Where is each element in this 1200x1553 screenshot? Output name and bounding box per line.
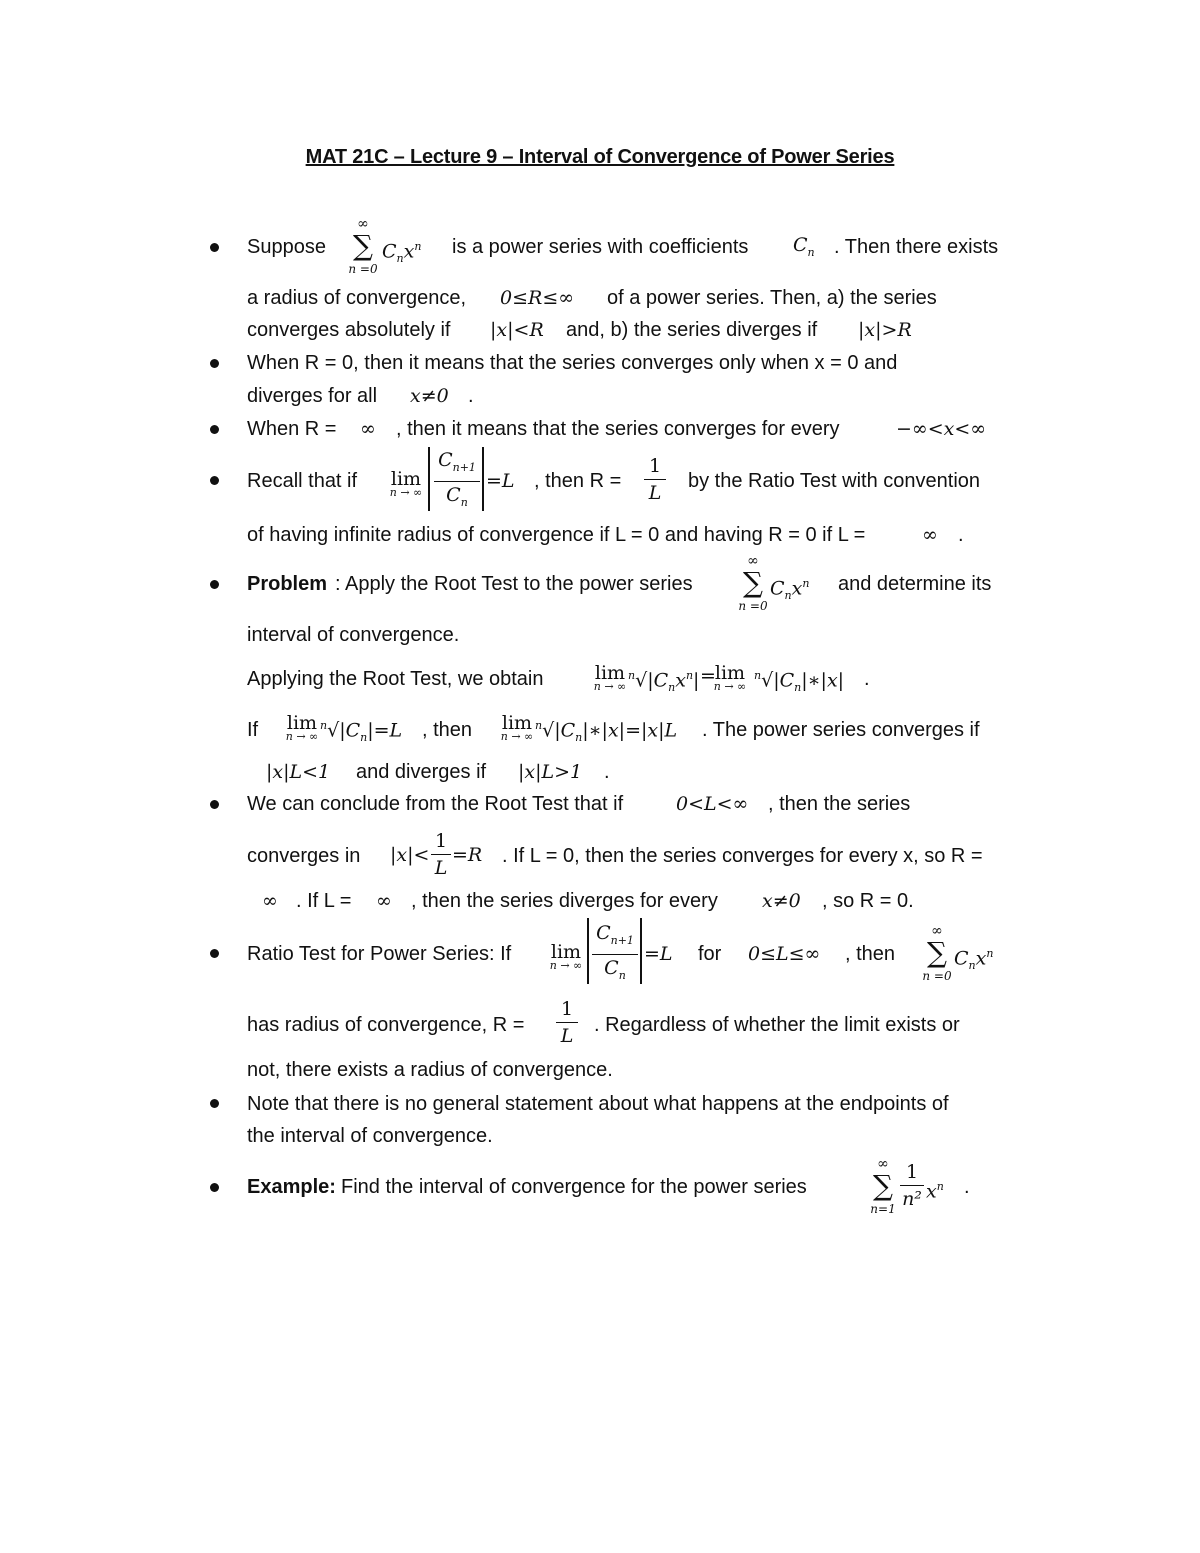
text: Recall that if bbox=[247, 470, 358, 492]
text: , then bbox=[845, 943, 896, 965]
limit bbox=[386, 468, 426, 499]
lim-word: lim bbox=[390, 468, 422, 490]
numerator: 1 bbox=[431, 828, 451, 855]
math-expr: 0≤L≤∞ bbox=[748, 943, 821, 965]
math-expr: $C_nx^n$ bbox=[954, 947, 994, 973]
sum-upper: ∞ bbox=[357, 216, 369, 232]
text: Example: bbox=[247, 1176, 336, 1198]
denominator: L bbox=[434, 857, 448, 879]
sigma-icon: ∑ bbox=[743, 566, 763, 599]
math-expr: ∞ bbox=[262, 890, 278, 912]
abs-bar bbox=[428, 447, 430, 511]
math-expr: $^n√|C_n|∗|x|$ bbox=[754, 669, 845, 695]
sigma-icon: ∑ bbox=[353, 229, 373, 262]
numerator: $C_{n+1}$ bbox=[434, 447, 480, 482]
math-expr: $^n√|C_n|∗|x|=|x|L$ bbox=[535, 719, 678, 745]
math-expr: $C_nx^n$ bbox=[770, 577, 810, 603]
text: of a power series. Then, a) the series bbox=[607, 287, 937, 309]
numerator: 1 bbox=[556, 996, 578, 1023]
bullet bbox=[210, 243, 219, 252]
fraction bbox=[592, 920, 638, 989]
math-expr: $C_n$ bbox=[793, 234, 815, 259]
math-expr: 0≤R≤∞ bbox=[500, 287, 575, 309]
lim-sub: n → ∞ bbox=[389, 486, 423, 499]
numerator: $C_{n+1}$ bbox=[592, 920, 638, 955]
math-expr: |x|L>1 bbox=[518, 761, 583, 783]
text: converges absolutely if bbox=[247, 319, 451, 341]
lim-word: lim bbox=[550, 941, 582, 963]
fraction bbox=[900, 1159, 924, 1212]
math-expr: |x|< bbox=[390, 844, 430, 866]
fraction bbox=[644, 453, 666, 506]
text: . The power series converges if bbox=[702, 719, 980, 741]
math-expr: |x|>R bbox=[858, 319, 912, 341]
limit bbox=[590, 662, 630, 693]
numerator: 1 bbox=[900, 1159, 924, 1186]
summation bbox=[346, 216, 380, 276]
text: , then bbox=[422, 719, 473, 741]
sum-upper: ∞ bbox=[931, 923, 943, 939]
text: is a power series with coefficients bbox=[452, 236, 749, 258]
text: . If L = bbox=[296, 890, 352, 912]
abs-bar bbox=[640, 918, 642, 984]
sum-lower: n =0 bbox=[348, 262, 378, 276]
text: Problem bbox=[247, 573, 328, 595]
text: and, b) the series diverges if bbox=[566, 319, 818, 341]
lim-word: lim bbox=[286, 712, 318, 734]
lim-sub: n → ∞ bbox=[285, 730, 319, 743]
bullet bbox=[210, 580, 219, 589]
text: : Apply the Root Test to the power series bbox=[335, 573, 693, 595]
math-expr: x≠0 bbox=[410, 385, 449, 407]
math-expr: = bbox=[700, 665, 716, 687]
text: by the Ratio Test with convention bbox=[688, 470, 981, 492]
sum-lower: n=1 bbox=[870, 1202, 896, 1216]
abs-bar bbox=[482, 447, 484, 511]
text: Find the interval of convergence for the power series bbox=[341, 1176, 807, 1198]
summation bbox=[736, 553, 770, 613]
text: Suppose bbox=[247, 236, 326, 258]
text: diverges for all bbox=[247, 385, 378, 407]
fraction bbox=[434, 447, 480, 516]
bullet bbox=[210, 359, 219, 368]
limit bbox=[282, 712, 322, 743]
text: When R = bbox=[247, 418, 337, 440]
denominator: L bbox=[560, 1025, 574, 1047]
text: If bbox=[247, 719, 259, 741]
math-expr: ∞ bbox=[376, 890, 392, 912]
lim-sub: n → ∞ bbox=[549, 959, 583, 972]
sum-lower: n =0 bbox=[922, 969, 952, 983]
math-expr: $^n√|C_nx^n|$ bbox=[628, 669, 700, 695]
text: , then it means that the series converges for every bbox=[396, 418, 840, 440]
sum-lower: n =0 bbox=[738, 599, 768, 613]
summation bbox=[866, 1156, 900, 1216]
text: a radius of convergence, bbox=[247, 287, 467, 309]
text: , then the series bbox=[768, 793, 911, 815]
denominator: $C_n$ bbox=[604, 956, 626, 982]
math-expr: =L bbox=[644, 943, 673, 965]
text: . bbox=[604, 761, 610, 783]
math-expr: 0<L<∞ bbox=[676, 793, 749, 815]
limit bbox=[710, 662, 750, 693]
text: , so R = 0. bbox=[822, 890, 914, 912]
math-expr: =R bbox=[452, 844, 483, 866]
lim-sub: n → ∞ bbox=[713, 680, 747, 693]
math-expr: |x|<R bbox=[490, 319, 544, 341]
text: . bbox=[964, 1176, 970, 1198]
text: , then R = bbox=[534, 470, 622, 492]
summation bbox=[920, 923, 954, 983]
math-expr: ∞ bbox=[922, 524, 938, 546]
math-expr: ∞ bbox=[360, 418, 376, 440]
sum-upper: ∞ bbox=[877, 1156, 889, 1172]
text: . bbox=[864, 668, 870, 690]
math-expr: =L bbox=[486, 470, 515, 492]
text: . bbox=[468, 385, 474, 407]
text: . Regardless of whether the limit exists or bbox=[594, 1014, 960, 1036]
abs-bar bbox=[587, 918, 589, 984]
lim-sub: n → ∞ bbox=[500, 730, 534, 743]
text: of having infinite radius of convergence if L = 0 and having R = 0 if L = bbox=[247, 524, 866, 546]
bullet bbox=[210, 425, 219, 434]
lim-word: lim bbox=[714, 662, 746, 684]
text: . Then there exists bbox=[834, 236, 999, 258]
math-expr: $^n√|C_n|=L$ bbox=[320, 719, 403, 745]
page-title: MAT 21C – Lecture 9 – Interval of Convergence of Power Series bbox=[305, 146, 895, 168]
text: not, there exists a radius of convergence. bbox=[247, 1059, 613, 1081]
text: and determine its bbox=[838, 573, 992, 595]
math-expr: $C_nx^n$ bbox=[382, 240, 422, 266]
text: We can conclude from the Root Test that if bbox=[247, 793, 624, 815]
text: . bbox=[958, 524, 964, 546]
text: Note that there is no general statement about what happens at the endpoints of bbox=[247, 1093, 949, 1115]
text: and diverges if bbox=[356, 761, 487, 783]
text: has radius of convergence, R = bbox=[247, 1014, 525, 1036]
bullet bbox=[210, 800, 219, 809]
lim-word: lim bbox=[501, 712, 533, 734]
text: converges in bbox=[247, 845, 361, 867]
sum-upper: ∞ bbox=[747, 553, 759, 569]
bullet bbox=[210, 476, 219, 485]
text: Ratio Test for Power Series: If bbox=[247, 943, 512, 965]
math-expr: $x^n$ bbox=[926, 1180, 944, 1203]
denominator: $C_n$ bbox=[446, 483, 468, 509]
bullet bbox=[210, 1099, 219, 1108]
text: , then the series diverges for every bbox=[411, 890, 718, 912]
math-expr: −∞<x<∞ bbox=[896, 418, 987, 440]
numerator: 1 bbox=[644, 453, 666, 480]
text: interval of convergence. bbox=[247, 624, 460, 646]
denominator: L bbox=[648, 482, 662, 504]
sigma-icon: ∑ bbox=[873, 1169, 893, 1202]
math-expr: |x|L<1 bbox=[266, 761, 331, 783]
text: When R = 0, then it means that the series converges only when x = 0 and bbox=[247, 352, 898, 374]
bullet bbox=[210, 1183, 219, 1192]
text: the interval of convergence. bbox=[247, 1125, 493, 1147]
limit bbox=[546, 941, 586, 972]
denominator: n² bbox=[902, 1188, 922, 1210]
text: for bbox=[698, 943, 722, 965]
text: Applying the Root Test, we obtain bbox=[247, 668, 544, 690]
math-expr: x≠0 bbox=[762, 890, 801, 912]
fraction bbox=[556, 996, 578, 1049]
sigma-icon: ∑ bbox=[927, 936, 947, 969]
text: . If L = 0, then the series converges for every x, so R = bbox=[502, 845, 983, 867]
limit bbox=[497, 712, 537, 743]
lim-word: lim bbox=[594, 662, 626, 684]
fraction bbox=[431, 828, 451, 881]
bullet bbox=[210, 949, 219, 958]
lim-sub: n → ∞ bbox=[593, 680, 627, 693]
